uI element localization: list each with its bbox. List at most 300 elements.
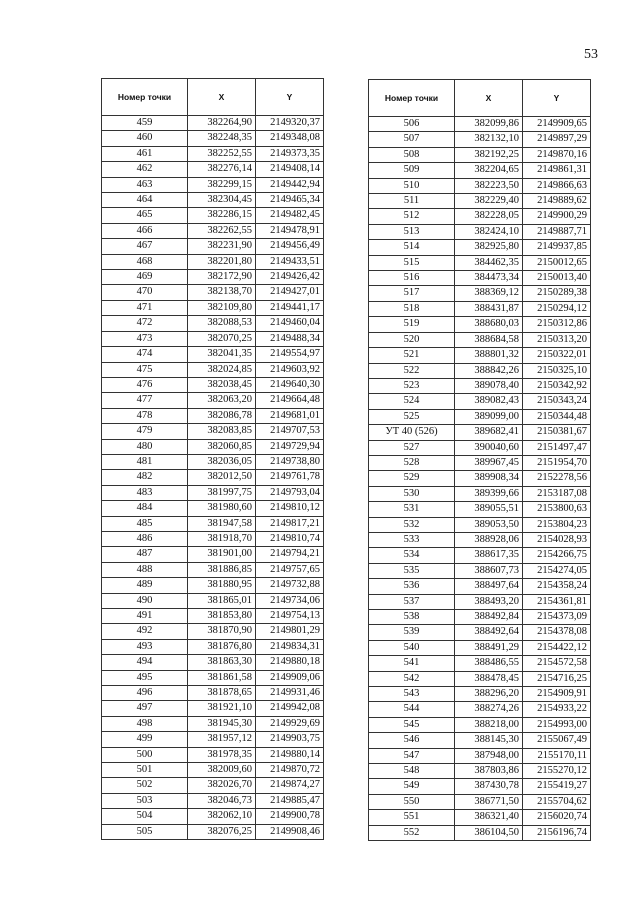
table-row [102,763,324,778]
table-row [102,239,324,254]
y-coordinate-cell: 2149793,04 [256,485,324,500]
x-coordinate-cell: 388684,58 [455,332,523,347]
table-row [369,378,591,393]
y-coordinate-cell: 2149732,88 [256,578,324,593]
x-coordinate-cell: 381861,58 [188,670,256,685]
table-row [102,639,324,654]
x-coordinate-cell: 388801,32 [455,348,523,363]
point-number-cell: 467 [102,239,188,254]
table-row [102,362,324,377]
point-number-cell: 462 [102,162,188,177]
x-coordinate-cell: 389053,50 [455,517,523,532]
y-coordinate-cell: 2149870,72 [256,763,324,778]
x-coordinate-cell: 382041,35 [188,347,256,362]
table-row [369,317,591,332]
y-coordinate-cell: 2154266,75 [523,548,591,563]
y-coordinate-cell: 2149465,34 [256,193,324,208]
y-coordinate-cell: 2149640,30 [256,377,324,392]
y-coordinate-cell: 2155067,49 [523,733,591,748]
table-row [369,332,591,347]
table-row [102,316,324,331]
table-row [369,702,591,717]
table-row [102,501,324,516]
table-row [102,285,324,300]
point-number-cell: 488 [102,562,188,577]
y-coordinate-cell: 2149929,69 [256,716,324,731]
y-coordinate-cell: 2154378,08 [523,625,591,640]
x-coordinate-cell: 382192,25 [455,147,523,162]
table-row [102,732,324,747]
point-number-cell: 463 [102,177,188,192]
y-coordinate-cell: 2149761,78 [256,470,324,485]
y-coordinate-cell: 2154028,93 [523,532,591,547]
table-row [369,224,591,239]
table-row [102,778,324,793]
x-coordinate-cell: 382204,65 [455,163,523,178]
table-row [102,300,324,315]
table-row [369,825,591,840]
y-coordinate-cell: 2149427,01 [256,285,324,300]
y-coordinate-cell: 2149408,14 [256,162,324,177]
x-coordinate-cell: 389099,00 [455,409,523,424]
y-coordinate-cell: 2149861,31 [523,163,591,178]
y-coordinate-cell: 2149817,21 [256,516,324,531]
x-coordinate-cell: 382063,20 [188,393,256,408]
point-number-cell: 524 [369,394,455,409]
point-number-cell: 523 [369,378,455,393]
table-row [369,117,591,132]
x-coordinate-cell: 382286,15 [188,208,256,223]
table-row [369,656,591,671]
y-coordinate-cell: 2149870,16 [523,147,591,162]
y-coordinate-cell: 2156020,74 [523,810,591,825]
x-coordinate-cell: 382299,15 [188,177,256,192]
point-number-cell: 535 [369,563,455,578]
table-row [369,733,591,748]
table-row [369,348,591,363]
table-row [369,640,591,655]
x-coordinate-cell: 382070,25 [188,331,256,346]
point-number-cell: 522 [369,363,455,378]
page-number: 53 [584,47,598,62]
table-row [369,563,591,578]
y-coordinate-cell: 2156196,74 [523,825,591,840]
point-number-cell: 531 [369,502,455,517]
point-number-cell: 517 [369,286,455,301]
point-number-cell: 473 [102,331,188,346]
point-number-cell: 546 [369,733,455,748]
x-coordinate-cell: 381863,30 [188,655,256,670]
point-number-cell: 529 [369,471,455,486]
table-row [102,208,324,223]
y-coordinate-cell: 2149897,29 [523,132,591,147]
y-coordinate-cell: 2150343,24 [523,394,591,409]
point-number-cell: 495 [102,670,188,685]
y-coordinate-cell: 2153804,23 [523,517,591,532]
table-row [102,439,324,454]
point-number-cell: 505 [102,824,188,839]
point-number-cell: 477 [102,393,188,408]
y-coordinate-cell: 2154572,58 [523,656,591,671]
point-number-cell: 499 [102,732,188,747]
y-coordinate-cell: 2149441,17 [256,300,324,315]
table-row [369,178,591,193]
point-number-cell: 525 [369,409,455,424]
y-coordinate-cell: 2149754,13 [256,609,324,624]
table-row [102,578,324,593]
x-coordinate-cell: 388274,26 [455,702,523,717]
x-coordinate-cell: 381918,70 [188,531,256,546]
table-row [102,454,324,469]
x-coordinate-cell: 382304,45 [188,193,256,208]
point-number-cell: 479 [102,424,188,439]
coordinates-table-right [368,79,591,841]
table-row [369,625,591,640]
x-coordinate-cell: 388842,26 [455,363,523,378]
y-coordinate-cell: 2149889,62 [523,194,591,209]
table-row [369,240,591,255]
x-coordinate-cell: 382046,73 [188,793,256,808]
point-number-cell: 513 [369,224,455,239]
table-row [102,270,324,285]
y-coordinate-cell: 2150294,12 [523,301,591,316]
table-row [102,609,324,624]
point-number-cell: 468 [102,254,188,269]
header-x: X [188,79,256,116]
y-coordinate-cell: 2154716,25 [523,671,591,686]
y-coordinate-cell: 2149757,65 [256,562,324,577]
point-number-cell: 491 [102,609,188,624]
x-coordinate-cell: 381886,85 [188,562,256,577]
y-coordinate-cell: 2154422,12 [523,640,591,655]
table-row [102,485,324,500]
point-number-cell: 466 [102,223,188,238]
point-number-cell: 518 [369,301,455,316]
x-coordinate-cell: 382038,45 [188,377,256,392]
table-row [369,671,591,686]
table-header-row [369,80,591,117]
table-row [102,670,324,685]
x-coordinate-cell: 382252,55 [188,146,256,161]
x-coordinate-cell: 382026,70 [188,778,256,793]
table-row [102,593,324,608]
point-number-cell: 509 [369,163,455,178]
point-number-cell: 500 [102,747,188,762]
point-number-cell: 534 [369,548,455,563]
table-row [369,147,591,162]
point-number-cell: 520 [369,332,455,347]
x-coordinate-cell: 381878,65 [188,686,256,701]
point-number-cell: 493 [102,639,188,654]
table-row [369,286,591,301]
point-number-cell: 475 [102,362,188,377]
point-number-cell: 547 [369,748,455,763]
table-row [369,610,591,625]
header-x: X [455,80,523,117]
y-coordinate-cell: 2149460,04 [256,316,324,331]
point-number-cell: 508 [369,147,455,162]
y-coordinate-cell: 2149942,08 [256,701,324,716]
table-row [102,331,324,346]
point-number-cell: 539 [369,625,455,640]
table-row [102,470,324,485]
x-coordinate-cell: 386104,50 [455,825,523,840]
x-coordinate-cell: 388491,29 [455,640,523,655]
y-coordinate-cell: 2151497,47 [523,440,591,455]
point-number-cell: 512 [369,209,455,224]
y-coordinate-cell: 2149348,08 [256,131,324,146]
x-coordinate-cell: 381870,90 [188,624,256,639]
point-number-cell: 460 [102,131,188,146]
y-coordinate-cell: 2149482,45 [256,208,324,223]
x-coordinate-cell: 387430,78 [455,779,523,794]
point-number-cell: УТ 40 (526) [369,425,455,440]
table-row [369,255,591,270]
y-coordinate-cell: 2151954,70 [523,455,591,470]
point-number-cell: 464 [102,193,188,208]
table-row [102,686,324,701]
point-number-cell: 537 [369,594,455,609]
point-number-cell: 532 [369,517,455,532]
x-coordinate-cell: 387948,00 [455,748,523,763]
x-coordinate-cell: 390040,60 [455,440,523,455]
point-number-cell: 541 [369,656,455,671]
table-row [369,810,591,825]
table-row [102,701,324,716]
y-coordinate-cell: 2149729,94 [256,439,324,454]
table-row [102,131,324,146]
table-row [102,177,324,192]
table-row [369,455,591,470]
x-coordinate-cell: 382132,10 [455,132,523,147]
y-coordinate-cell: 2150342,92 [523,378,591,393]
x-coordinate-cell: 382424,10 [455,224,523,239]
x-coordinate-cell: 388431,87 [455,301,523,316]
table-row [369,163,591,178]
x-coordinate-cell: 382083,85 [188,424,256,439]
table-row [369,717,591,732]
x-coordinate-cell: 382099,86 [455,117,523,132]
table-row [102,146,324,161]
x-coordinate-cell: 382088,53 [188,316,256,331]
y-coordinate-cell: 2149554,97 [256,347,324,362]
table-row [102,809,324,824]
x-coordinate-cell: 384462,35 [455,255,523,270]
x-coordinate-cell: 382076,25 [188,824,256,839]
y-coordinate-cell: 2149834,31 [256,639,324,654]
header-point-number: Номер точки [369,80,455,117]
point-number-cell: 484 [102,501,188,516]
point-number-cell: 465 [102,208,188,223]
table-row [369,594,591,609]
point-number-cell: 549 [369,779,455,794]
x-coordinate-cell: 382201,80 [188,254,256,269]
table-row [369,301,591,316]
point-number-cell: 483 [102,485,188,500]
table-row [369,394,591,409]
point-number-cell: 528 [369,455,455,470]
x-coordinate-cell: 382262,55 [188,223,256,238]
x-coordinate-cell: 382228,05 [455,209,523,224]
y-coordinate-cell: 2149931,46 [256,686,324,701]
x-coordinate-cell: 381901,00 [188,547,256,562]
y-coordinate-cell: 2150312,86 [523,317,591,332]
y-coordinate-cell: 2154993,00 [523,717,591,732]
x-coordinate-cell: 382086,78 [188,408,256,423]
y-coordinate-cell: 2149887,71 [523,224,591,239]
x-coordinate-cell: 382264,90 [188,116,256,131]
x-coordinate-cell: 388218,00 [455,717,523,732]
y-coordinate-cell: 2149664,48 [256,393,324,408]
point-number-cell: 536 [369,579,455,594]
y-coordinate-cell: 2155704,62 [523,794,591,809]
point-number-cell: 474 [102,347,188,362]
table-row [369,440,591,455]
point-number-cell: 542 [369,671,455,686]
y-coordinate-cell: 2149433,51 [256,254,324,269]
x-coordinate-cell: 389908,34 [455,471,523,486]
y-coordinate-cell: 2149908,46 [256,824,324,839]
x-coordinate-cell: 389399,66 [455,486,523,501]
point-number-cell: 550 [369,794,455,809]
y-coordinate-cell: 2155419,27 [523,779,591,794]
table-row [369,517,591,532]
table-row [369,486,591,501]
x-coordinate-cell: 386771,50 [455,794,523,809]
x-coordinate-cell: 388478,45 [455,671,523,686]
y-coordinate-cell: 2154361,81 [523,594,591,609]
point-number-cell: 501 [102,763,188,778]
x-coordinate-cell: 382024,85 [188,362,256,377]
y-coordinate-cell: 2149900,29 [523,209,591,224]
point-number-cell: 469 [102,270,188,285]
point-number-cell: 503 [102,793,188,808]
table-row [369,779,591,794]
table-row [102,624,324,639]
x-coordinate-cell: 389082,43 [455,394,523,409]
y-coordinate-cell: 2154933,22 [523,702,591,717]
point-number-cell: 497 [102,701,188,716]
y-coordinate-cell: 2149707,53 [256,424,324,439]
point-number-cell: 506 [369,117,455,132]
x-coordinate-cell: 389055,51 [455,502,523,517]
y-coordinate-cell: 2150013,40 [523,271,591,286]
point-number-cell: 461 [102,146,188,161]
y-coordinate-cell: 2149900,78 [256,809,324,824]
table-row [102,793,324,808]
y-coordinate-cell: 2154274,05 [523,563,591,578]
y-coordinate-cell: 2149810,12 [256,501,324,516]
x-coordinate-cell: 381997,75 [188,485,256,500]
point-number-cell: 515 [369,255,455,270]
x-coordinate-cell: 382925,80 [455,240,523,255]
point-number-cell: 478 [102,408,188,423]
y-coordinate-cell: 2149738,80 [256,454,324,469]
point-number-cell: 544 [369,702,455,717]
x-coordinate-cell: 381957,12 [188,732,256,747]
header-y: Y [256,79,324,116]
y-coordinate-cell: 2155170,11 [523,748,591,763]
y-coordinate-cell: 2154909,91 [523,687,591,702]
x-coordinate-cell: 382036,05 [188,454,256,469]
x-coordinate-cell: 388607,73 [455,563,523,578]
table-row [102,193,324,208]
point-number-cell: 494 [102,655,188,670]
x-coordinate-cell: 388928,06 [455,532,523,547]
point-number-cell: 492 [102,624,188,639]
x-coordinate-cell: 382009,60 [188,763,256,778]
table-row [102,347,324,362]
point-number-cell: 552 [369,825,455,840]
table-row [102,655,324,670]
x-coordinate-cell: 381921,10 [188,701,256,716]
point-number-cell: 482 [102,470,188,485]
x-coordinate-cell: 388493,20 [455,594,523,609]
table-row [369,425,591,440]
table-row [102,716,324,731]
y-coordinate-cell: 2149909,65 [523,117,591,132]
x-coordinate-cell: 389967,45 [455,455,523,470]
point-number-cell: 481 [102,454,188,469]
y-coordinate-cell: 2149903,75 [256,732,324,747]
table-row [369,471,591,486]
point-number-cell: 538 [369,610,455,625]
table-row [102,424,324,439]
header-point-number: Номер точки [102,79,188,116]
x-coordinate-cell: 382248,35 [188,131,256,146]
x-coordinate-cell: 388680,03 [455,317,523,332]
x-coordinate-cell: 382229,40 [455,194,523,209]
y-coordinate-cell: 2149794,21 [256,547,324,562]
x-coordinate-cell: 388492,84 [455,610,523,625]
point-number-cell: 540 [369,640,455,655]
y-coordinate-cell: 2150322,01 [523,348,591,363]
y-coordinate-cell: 2153800,63 [523,502,591,517]
table-row [102,824,324,839]
y-coordinate-cell: 2149320,37 [256,116,324,131]
x-coordinate-cell: 382062,10 [188,809,256,824]
table-row [102,408,324,423]
table-row [102,223,324,238]
x-coordinate-cell: 381945,30 [188,716,256,731]
x-coordinate-cell: 382231,90 [188,239,256,254]
x-coordinate-cell: 381876,80 [188,639,256,654]
y-coordinate-cell: 2150012,65 [523,255,591,270]
y-coordinate-cell: 2149478,91 [256,223,324,238]
point-number-cell: 487 [102,547,188,562]
x-coordinate-cell: 382109,80 [188,300,256,315]
point-number-cell: 527 [369,440,455,455]
point-number-cell: 510 [369,178,455,193]
y-coordinate-cell: 2149734,06 [256,593,324,608]
point-number-cell: 486 [102,531,188,546]
x-coordinate-cell: 381947,58 [188,516,256,531]
table-row [369,532,591,547]
table-row [369,502,591,517]
x-coordinate-cell: 388617,35 [455,548,523,563]
point-number-cell: 545 [369,717,455,732]
table-row [102,531,324,546]
point-number-cell: 530 [369,486,455,501]
point-number-cell: 470 [102,285,188,300]
x-coordinate-cell: 389682,41 [455,425,523,440]
table-row [102,162,324,177]
y-coordinate-cell: 2149874,27 [256,778,324,793]
table-row [102,747,324,762]
point-number-cell: 490 [102,593,188,608]
y-coordinate-cell: 2154358,24 [523,579,591,594]
y-coordinate-cell: 2149442,94 [256,177,324,192]
